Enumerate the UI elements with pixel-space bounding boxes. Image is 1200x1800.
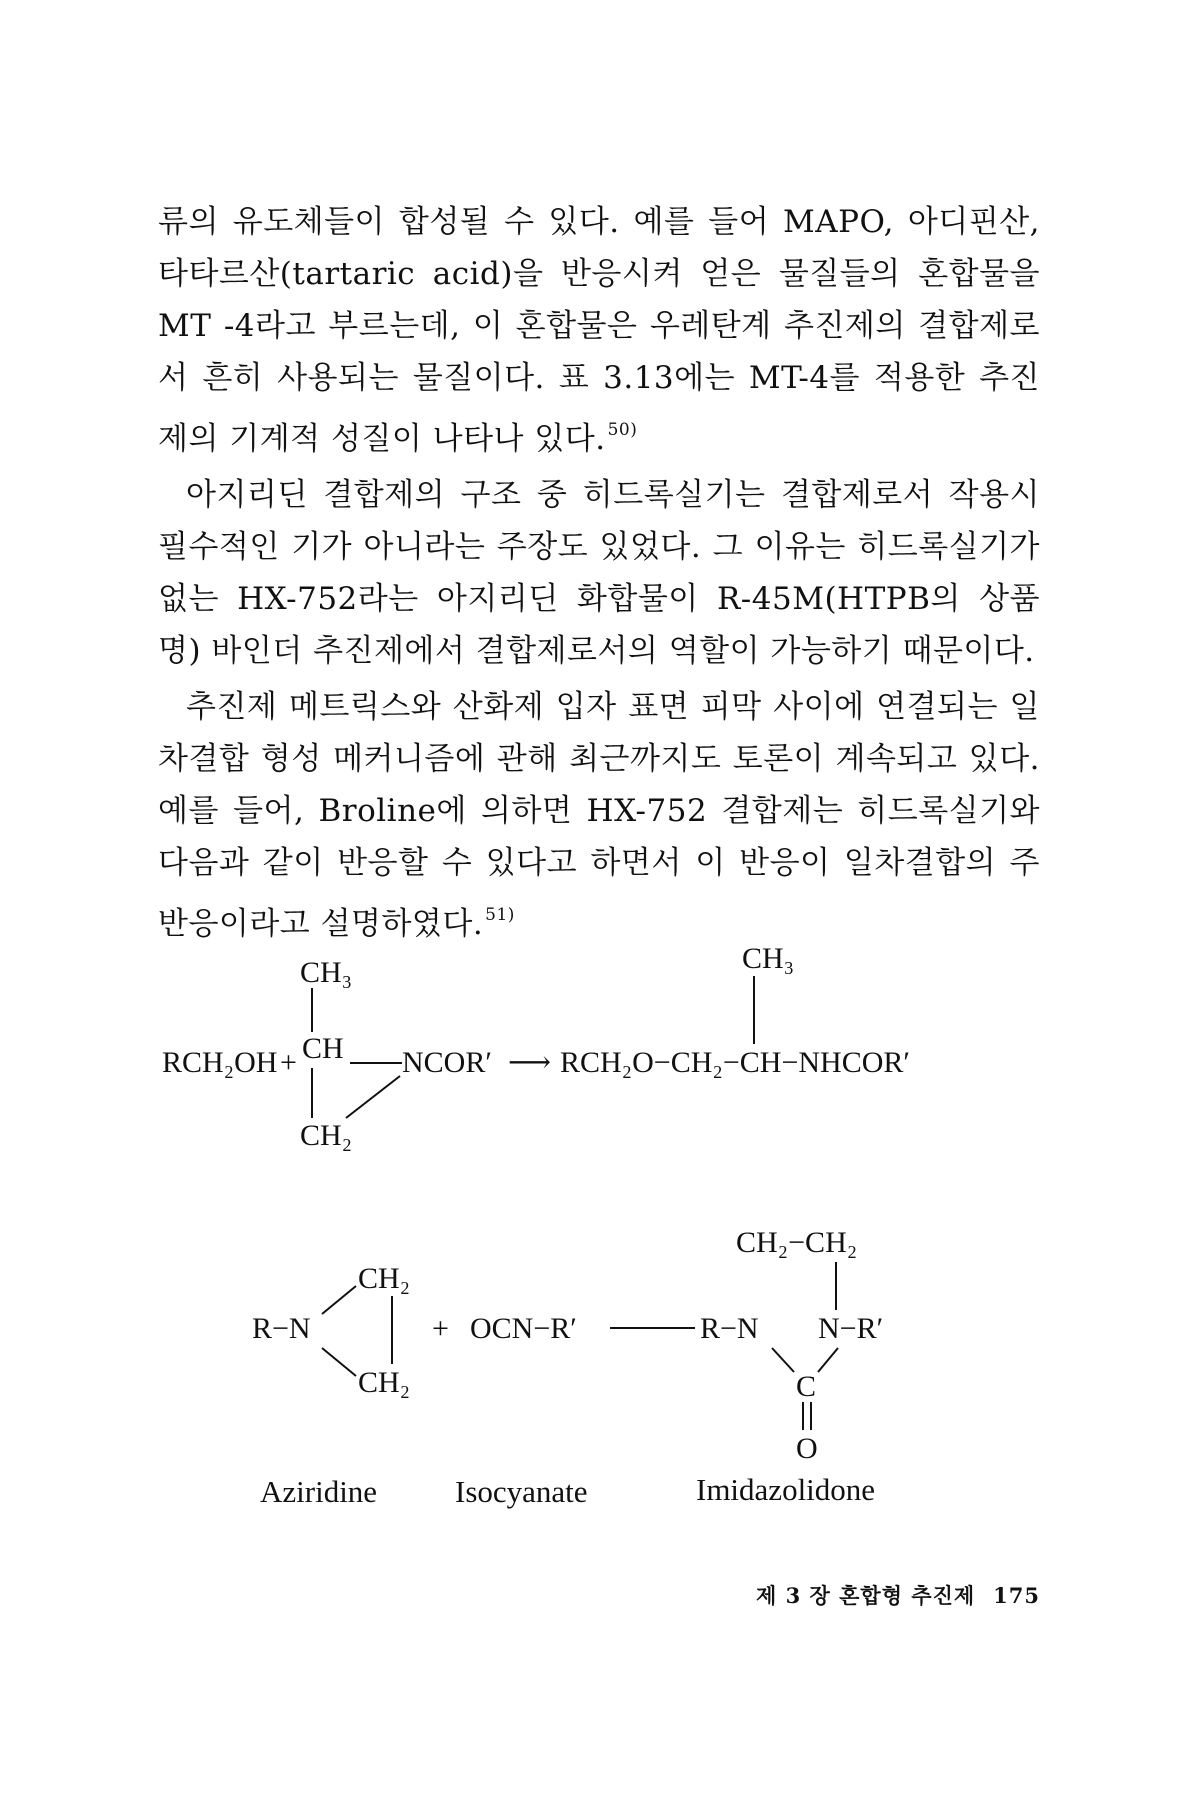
product-n-r: N−R′ [818,1312,884,1345]
ring-ch-label: CH [302,1032,344,1065]
reaction-arrow-1: ⟶ [508,1046,552,1079]
paragraph-1-text: 류의 유도체들이 합성될 수 있다. 예를 들어 MAPO, 아디핀산, 타타르산(tartaric acid)을 반응시켜 얻은 물질들의 혼합물을 MT -4라고 부르는데, 이 혼합물은 우레탄계 추진제의 결합제로서 흔히 사용되는 물질이다. 표 3.13에는 MT-4를 적용한 추진제의 기계적 성질이 나타나 있다. [158,204,1040,457]
aziridine-r-n: R−N [252,1312,311,1345]
paragraph-3-text: 추진제 메트릭스와 산화제 입자 표면 피막 사이에 연결되는 일차결합 형성 메커니즘에 관해 최근까지도 토론이 계속되고 있다. 예를 들어, Broline에 의하면 HX-752 결합제는 히드록실기와 다음과 같이 반응할 수 있다고 하면서 이 반응이 일차결합의 주 반응이라고 설명하였다. [158,689,1040,942]
reference-51: 51) [485,905,515,925]
paragraph-2-text: 아지리딘 결합제의 구조 중 히드록실기는 결합제로서 작용시 필수적인 기가 아니라는 주장도 있었다. 그 이유는 히드록실기가 없는 HX-752라는 아지리딘 화합물이 R-45M(HTPB의 상품명) 바인더 추진제에서 결합제로서의 역할이 가능하기 때문이다. [158,477,1040,669]
label-isocyanate: Isocyanate [455,1474,588,1509]
plus-sign-1: + [280,1046,297,1079]
product-r-n: R−N [700,1312,759,1345]
reaction-2 [252,1226,883,1465]
bond-ch2-n [346,1076,400,1118]
compound-labels [260,1472,875,1509]
ring-ncor-label: NCOR′ [402,1046,492,1079]
reaction-1 [162,942,910,1152]
aziridine-ch2-top: CH₂ [358,1262,411,1295]
bond-n-c-right [818,1348,838,1372]
ring-ch3-label: CH₃ [300,956,353,989]
isocyanate-formula: OCN−R′ [470,1312,577,1345]
plus-sign-2: + [432,1312,449,1345]
label-imidazolidone: Imidazolidone [696,1472,876,1507]
bond-n-ch2-bottom [322,1348,356,1376]
product-carbonyl-c: C [796,1370,817,1403]
product-carbonyl-o: O [796,1432,818,1465]
product-ch2-ch2: CH₂−CH₂ [736,1226,858,1259]
bond-n-ch2-top [322,1286,356,1314]
reactant-alcohol: RCH₂OH [162,1046,278,1079]
ring-ch2-label: CH₂ [300,1119,353,1152]
label-aziridine: Aziridine [260,1474,378,1509]
bond-n-c-left [772,1348,794,1372]
aziridine-ch2-bottom: CH₂ [358,1366,411,1399]
page-footer [700,1580,1040,1610]
page-number: 175 [993,1583,1040,1608]
product-1-ch3: CH₃ [742,942,795,975]
product-1: RCH₂O−CH₂−CH−NHCOR′ [560,1046,910,1079]
reference-50: 50) [607,420,638,440]
chapter-title: 제 3 장 혼합형 추진제 [756,1583,976,1608]
